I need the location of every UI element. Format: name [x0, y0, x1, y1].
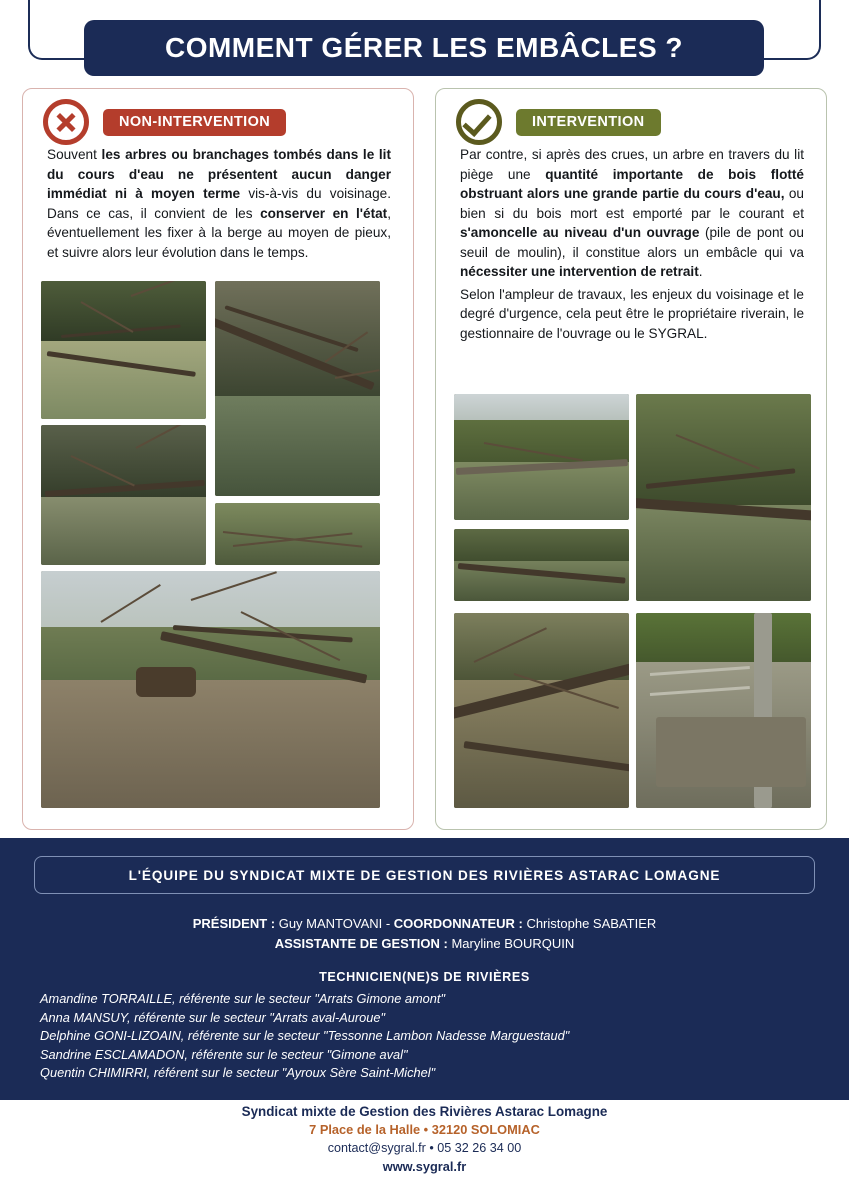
- photo-intervention-6: [636, 613, 811, 808]
- content-columns: [22, 88, 827, 830]
- organisation-name: Syndicat mixte de Gestion des Rivières Astarac Lomagne: [241, 1104, 608, 1119]
- list-item: Anna MANSUY, référente sur le secteur "Arrats aval-Auroue": [40, 1009, 386, 1025]
- list-item: Amandine TORRAILLE, référente sur le secteur "Arrats Gimone amont": [40, 991, 446, 1006]
- photo-non-intervention-3: [41, 425, 206, 565]
- photo-non-intervention-1: [41, 281, 206, 419]
- photo-non-intervention-5: [41, 571, 380, 808]
- intervention-header: [456, 99, 661, 145]
- photo-intervention-4: [454, 529, 629, 601]
- contact-block: [0, 1104, 849, 1174]
- column-non-intervention: [22, 88, 414, 830]
- team-title: L'ÉQUIPE DU SYNDICAT MIXTE DE GESTION DES RIVIÈRES ASTARAC LOMAGNE: [128, 867, 721, 883]
- website-link[interactable]: www.sygral.fr: [382, 1159, 467, 1174]
- non-intervention-badge: NON-INTERVENTION: [103, 109, 286, 136]
- president-line: PRÉSIDENT : Guy MANTOVANI - COORDONNATEUR : Christophe SABATIER: [192, 916, 657, 931]
- intervention-paragraph-2: Selon l'ampleur de travaux, les enjeux du voisinage et le degré d'urgence, cela peut être le propriétaire riverain, le gestionnaire de l'ouvrage ou le SYGRAL.: [460, 286, 804, 341]
- intervention-text: [460, 145, 804, 343]
- email-phone[interactable]: contact@sygral.fr • 05 32 26 34 00: [327, 1141, 522, 1155]
- page-title-banner: [84, 20, 764, 76]
- cross-circle-icon: [43, 99, 89, 145]
- list-item: Quentin CHIMIRRI, référent sur le secteur "Ayroux Sère Saint-Michel": [40, 1065, 436, 1081]
- list-item: Delphine GONI-LIZOAIN, référente sur le secteur "Tessonne Lambon Nadesse Marguestaud": [40, 1028, 570, 1044]
- non-intervention-text: [47, 145, 391, 262]
- column-intervention: [435, 88, 827, 830]
- check-circle-icon: [456, 99, 502, 145]
- intervention-paragraph-1: Par contre, si après des crues, un arbre en travers du lit piège une quantité importante de bois flotté obstruant alors une grande partie du cours d'eau, ou bien si du bois mort est emporté par le courant et s'amoncelle au niveau d'un ouvrage (pile de pont ou seuil de moulin), il constitue alors un embâcle qui va nécessiter une intervention de retrait.: [460, 147, 804, 279]
- non-intervention-header: [43, 99, 286, 145]
- page-title: COMMENT GÉRER LES EMBÂCLES ?: [164, 32, 683, 63]
- technicians-heading: TECHNICIEN(NE)S DE RIVIÈRES: [319, 970, 530, 984]
- list-item: Sandrine ESCLAMADON, référente sur le secteur "Gimone aval": [40, 1046, 408, 1062]
- technicians-list: [40, 990, 809, 1083]
- photo-non-intervention-2: [215, 281, 380, 496]
- photo-non-intervention-4: [215, 503, 380, 565]
- photo-intervention-5: [454, 613, 629, 808]
- intervention-badge: INTERVENTION: [516, 109, 661, 136]
- photo-intervention-1: [454, 394, 629, 520]
- footer-panel: [0, 838, 849, 1100]
- photo-intervention-2: [636, 394, 811, 601]
- postal-address: 7 Place de la Halle • 32120 SOLOMIAC: [309, 1122, 540, 1137]
- assistante-line: ASSISTANTE DE GESTION : Maryline BOURQUIN: [274, 936, 575, 951]
- non-intervention-paragraph-1: Souvent les arbres ou branchages tombés dans le lit du cours d'eau ne présentent aucun danger immédiat ni à moyen terme vis-à-vis du voisinage. Dans ce cas, il convient de les conserver en l'état, éventuellement les fixer à la berge au moyen de pieux, et suivre alors leur évolution dans le temps.: [47, 147, 391, 260]
- team-title-box: [34, 856, 815, 894]
